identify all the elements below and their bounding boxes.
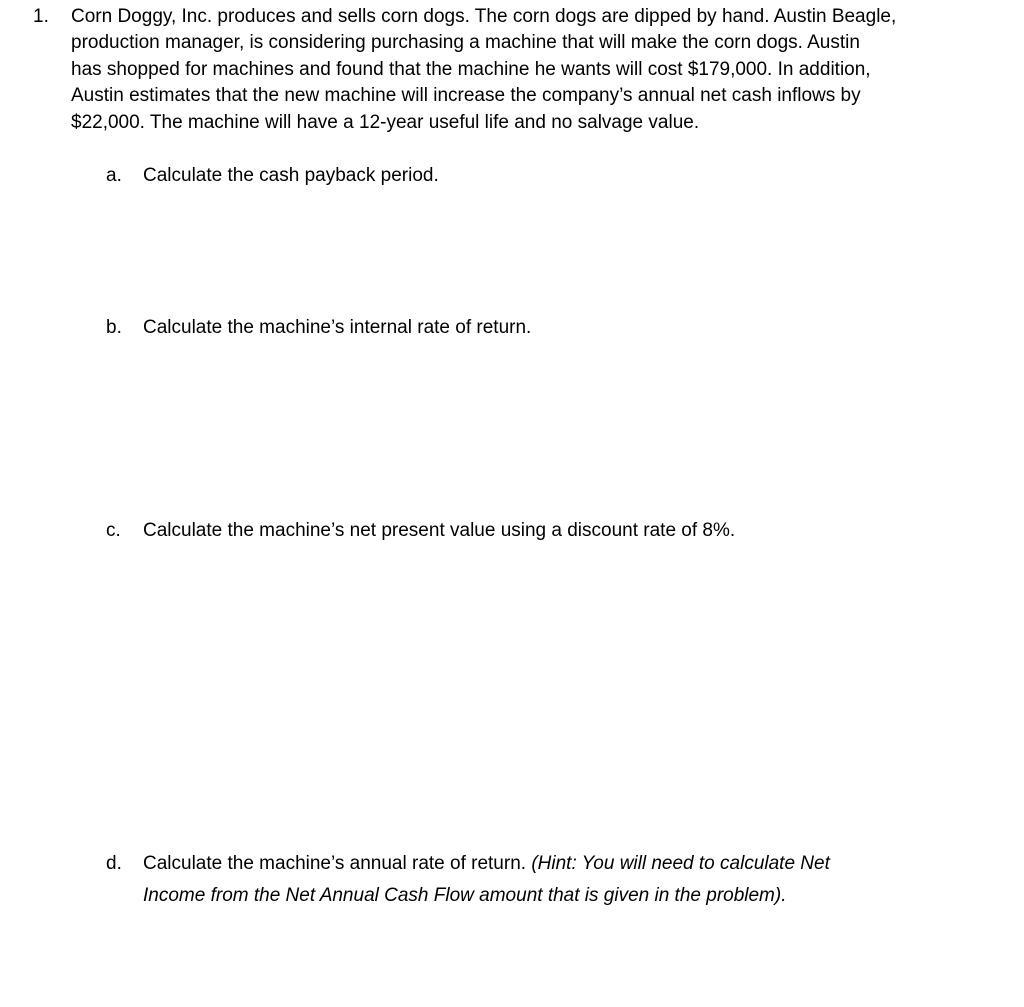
part-d-prompt: Calculate the machine’s annual rate of return. [143,853,532,874]
stem-line: Austin estimates that the new machine will increase the company’s annual net cash inflows by [71,85,861,107]
part-c-letter: c. [106,520,121,541]
part-c-text [143,515,983,547]
part-d-hint-end: Income from the Net Annual Cash Flow amount that is given in the problem). [143,884,787,906]
part-a-letter: a. [106,165,122,186]
stem-line: $22,000. The machine will have a 12-year useful life and no salvage value. [71,111,700,133]
question-stem [71,4,951,136]
part-d-hint-start: (Hint: You will need to calculate Net [531,853,830,874]
part-b-text [143,312,983,344]
part-c-prompt: Calculate the machine’s net present value using a discount rate of 8%. [143,520,736,541]
question-number: 1. [33,6,49,27]
stem-line: production manager, is considering purchasing a machine that will make the corn dogs. Austin [71,32,860,54]
stem-line: Corn Doggy, Inc. produces and sells corn dogs. The corn dogs are dipped by hand. Austin Beagle, [71,6,897,27]
stem-line: has shopped for machines and found that the machine he wants will cost $179,000. In addition, [71,58,871,80]
part-a-text [143,160,983,192]
part-b-prompt: Calculate the machine’s internal rate of return. [143,317,532,338]
part-d-line-1 [143,848,983,880]
part-b-letter: b. [106,317,122,338]
part-d-letter: d. [106,853,122,874]
part-d-text [143,848,983,911]
part-a-prompt: Calculate the cash payback period. [143,165,439,186]
